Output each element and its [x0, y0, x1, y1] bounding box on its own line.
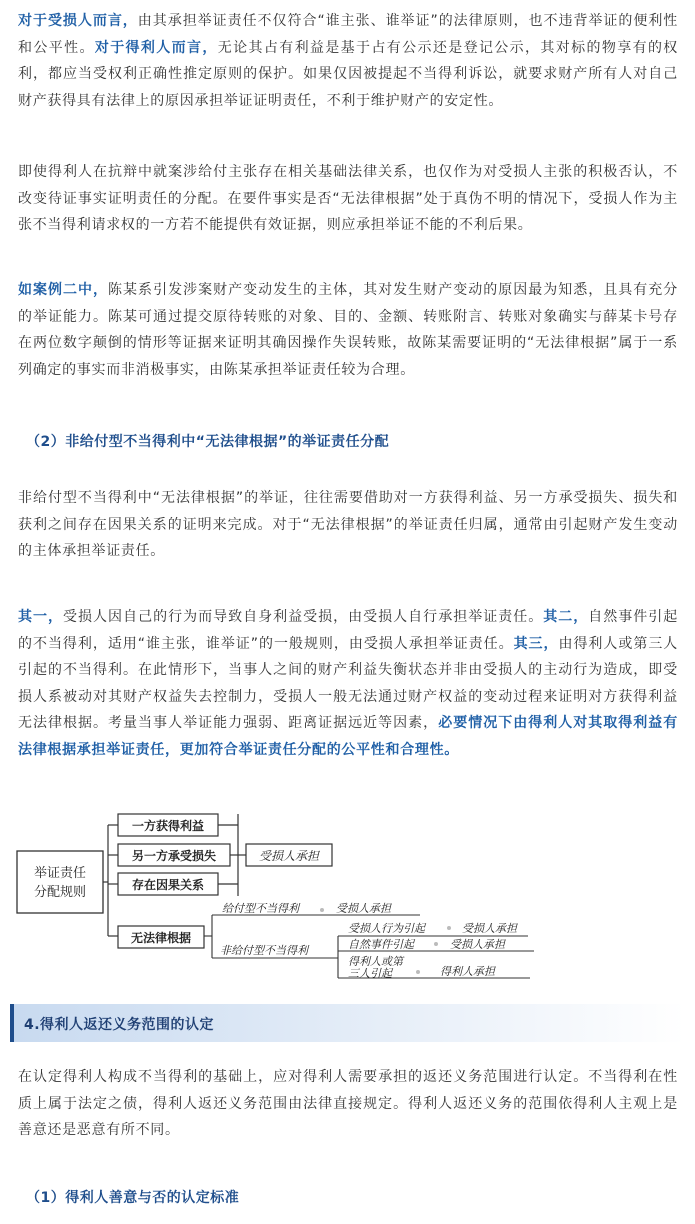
- paragraph-text: 无论其占有利益是基于占有公示还是登记公示，其对标的物享有的权利，都应当受权利正确性推定原则的保护。如果仅因被提起不当得利诉讼，就要求财产所有人对自己财产获得具有法律上的原因承担举证证明责任，不利于维护财产的安定性。: [18, 39, 679, 109]
- diagram-sub-natural-event: 自然事件引起: [348, 938, 414, 951]
- subheading-good-faith: （1）得利人善意与否的认定标准: [26, 1190, 240, 1206]
- paragraph-non-payment: [18, 485, 678, 565]
- diagram-sub-beneficiary: 三人引起: [348, 967, 392, 980]
- diagram-branch-non-payment: 非给付型不当得利: [220, 944, 308, 957]
- highlight-first: 其一，: [18, 609, 64, 625]
- paragraph-party-burden: [18, 8, 678, 114]
- diagram-label-victim-burden: 受损人承担: [258, 849, 320, 863]
- paragraph-text: 陈某系引发涉案财产变动发生的主体，其对发生财产变动的原因最为知悉，且具有充分的举证能力。陈某可通过提交原待转账的对象、目的、金额、转账附言、转账对象确实与薛某卡号存在两位数字颠倒的情形等证据来证明其确因操作失误转账，故陈某需要证明的“无法律根据”属于一系列确定的事实而非消极事实，由陈某承担举证责任较为合理。: [18, 282, 678, 378]
- highlight-third: 其三，: [513, 635, 559, 652]
- diagram-label-gain: 一方获得利益: [131, 819, 205, 833]
- paragraph-text: 由得利人或第三人引起的不当得利。在此情形下，当事人之间的财产利益失衡状态并非由受损人的主动行为造成，即受损人系被动对其财产权益失去控制力，受损人一般无法通过财产权益的变动过程来证明对方获得利益无法律根据。考量当事人举证能力强弱、距离证据远近等因素，: [18, 635, 678, 731]
- section-heading-bar: [10, 1004, 685, 1042]
- diagram-branch-payment-result: 受损人承担: [336, 902, 391, 915]
- diagram-label-no-legal-basis: 无法律根据: [130, 931, 192, 945]
- paragraph-text: 受损人因自己的行为而导致自身利益受损，由受损人自行承担举证责任。: [63, 609, 544, 625]
- paragraph-text: 自然事件引起的不当得利，适用“谁主张，谁举证”的一般规则，由受损人承担举证责任。: [18, 609, 678, 652]
- highlight-case-two: 如案例二中，: [18, 282, 109, 298]
- diagram-sub-beneficiary: 得利人或第: [348, 955, 403, 968]
- diagram-sub-victim-act: 受损人行为引起: [348, 922, 425, 935]
- highlight-second: 其二，: [543, 609, 589, 625]
- paragraph-defense: [18, 159, 678, 239]
- highlight-beneficiary: 对于得利人而言，: [94, 39, 218, 56]
- paragraph-text: 即使得利人在抗辩中就案涉给付主张存在相关基础法律关系，也仅作为对受损人主张的积极否认，不改变待证事实证明责任的分配。在要件事实是否“无法律根据”处于真伪不明的情况下，受损人作为主张不当得利请求权的一方若不能提供有效证据，则应承担举证不能的不利后果。: [18, 164, 678, 233]
- diagram-root-label: 举证责任: [33, 866, 87, 881]
- paragraph-return-scope: [18, 1064, 678, 1144]
- diagram-label-loss: 另一方承受损失: [131, 849, 217, 863]
- section-heading-4: 4.得利人返还义务范围的认定: [24, 1017, 215, 1033]
- diagram-branch-payment: 给付型不当得利: [222, 902, 299, 915]
- subheading-non-payment: （2）非给付型不当得利中“无法律根据”的举证责任分配: [26, 434, 390, 450]
- diagram-sub-natural-event-result: 受损人承担: [450, 938, 505, 951]
- highlight-conclusion: 必要情况下由得利人对其取得利益有法律根据承担举证责任，更加符合举证责任分配的公平性和合理性。: [18, 715, 678, 758]
- paragraph-three-cases: [18, 604, 678, 763]
- diagram-sub-victim-act-result: 受损人承担: [462, 922, 517, 935]
- paragraph-text: 非给付型不当得利中“无法律根据”的举证，往往需要借助对一方获得利益、另一方承受损失、损失和获利之间存在因果关系的证明来完成。对于“无法律根据”的举证责任归属，通常由引起财产发生变动的主体承担举证责任。: [18, 490, 678, 559]
- paragraph-text: 由其承担举证责任不仅符合“谁主张、谁举证”的法律原则，也不违背举证的便利性和公平性。: [18, 13, 678, 56]
- highlight-victim: 对于受损人而言，: [18, 13, 138, 29]
- diagram-root-label: 分配规则: [33, 885, 87, 900]
- diagram-label-causation: 存在因果关系: [131, 878, 205, 892]
- burden-allocation-diagram: [0, 808, 695, 988]
- paragraph-case-two: [18, 277, 678, 383]
- diagram-root-box: [17, 851, 103, 913]
- paragraph-text: 在认定得利人构成不当得利的基础上，应对得利人需要承担的返还义务范围进行认定。不当得利在性质上属于法定之债，得利人返还义务范围由法律直接规定。得利人返还义务的范围依得利人主观上是善意还是恶意有所不同。: [18, 1069, 678, 1138]
- diagram-sub-beneficiary-result: 得利人承担: [440, 965, 495, 978]
